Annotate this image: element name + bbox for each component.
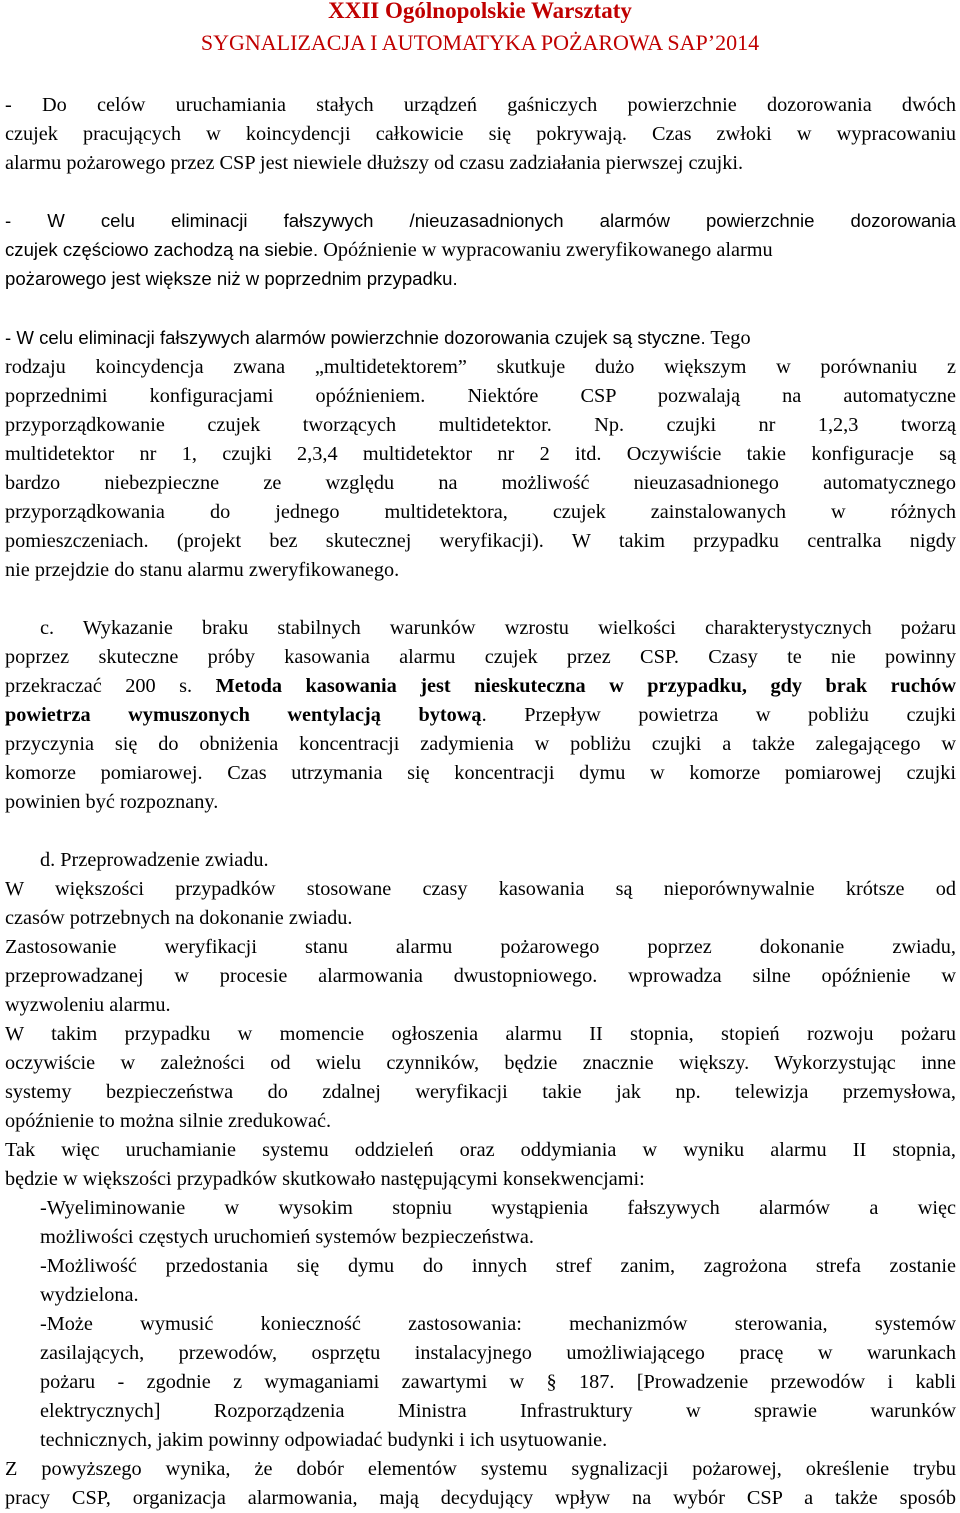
text-line: Tak więc uruchamianie systemu oddzieleń oraz oddymiania w wyniku alarmu II stopnia, — [5, 1139, 956, 1161]
text-line: nie przejdzie do stanu alarmu zweryfikowanego. — [5, 559, 400, 581]
text-line: alarmu pożarowego przez CSP jest niewiele dłuższy od czasu zadziałania pierwszej czujki. — [5, 152, 744, 174]
text-line: przyczynia się do obniżenia koncentracji zadymienia w pobliżu czujki a także zalegającego w — [5, 733, 956, 755]
text-span: przekraczać 200 s. — [5, 675, 216, 697]
text-line: oczywiście w zależności od wielu czynników, będzie znacznie większy. Wykorzystując inne — [5, 1052, 956, 1074]
text-line — [5, 672, 956, 700]
text-line: - Do celów uruchamiania stałych urządzeń gaśniczych powierzchnie dozorowania dwóch — [5, 94, 956, 116]
section-heading: d. Przeprowadzenie zwiadu. — [40, 849, 269, 871]
text-line: rodzaju koincydencja zwana „multidetektorem” skutkuje dużo większym w porównaniu z — [5, 356, 956, 378]
text-line: systemy bezpieczeństwa do zdalnej weryfikacji takie jak np. telewizja przemysłowa, — [5, 1081, 956, 1103]
list-item-cont: zasilających, przewodów, osprzętu instalacyjnego umożliwiającego pracę w warunkach — [40, 1342, 956, 1364]
text-line: czasów potrzebnych na dokonanie zwiadu. — [5, 907, 353, 929]
list-item-cont: elektrycznych] Rozporządzenia Ministra Infrastruktury w sprawie warunków — [40, 1400, 956, 1422]
text-line: przyporządkowanie czujek tworzących multidetektor. Np. czujki nr 1,2,3 tworzą — [5, 414, 956, 436]
text-line: bardzo niebezpieczne ze względu na możliwość nieuzasadnionego automatycznego — [5, 472, 956, 494]
text-line: będzie w większości przypadków skutkowało następującymi konsekwencjami: — [5, 1168, 645, 1190]
header-subtitle: SYGNALIZACJA I AUTOMATYKA POŻAROWA SAP’2014 — [200, 30, 760, 55]
text-span: Tego — [705, 327, 751, 349]
text-line: multidetektor nr 1, czujki 2,3,4 multidetektor nr 2 itd. Oczywiście takie konfiguracje są — [5, 443, 956, 465]
text-line: W takim przypadku w momencie ogłoszenia alarmu II stopnia, stopień rozwoju pożaru — [5, 1023, 956, 1045]
text-line: Zastosowanie weryfikacji stanu alarmu pożarowego poprzez dokonanie zwiadu, — [5, 936, 956, 958]
list-item: -Możliwość przedostania się dymu do innych stref zanim, zagrożona strefa zostanie — [40, 1255, 956, 1277]
text-span: Opóźnienie w wypracowaniu zweryfikowanego alarmu — [318, 239, 773, 261]
text-line: opóźnienie to można silnie zredukować. — [5, 1110, 332, 1132]
text-line — [5, 324, 956, 352]
text-line: przyporządkowania do jednego multidetektora, czujek zainstalowanych w różnych — [5, 501, 956, 523]
bold-text: Metoda kasowania jest nieskuteczna w przypadku, gdy brak ruchów — [215, 675, 956, 697]
list-item: -Może wymusić konieczność zastosowania: mechanizmów sterowania, systemów — [40, 1313, 956, 1335]
text-span: czujek częściowo zachodzą na siebie. — [5, 239, 319, 260]
text-span: - W celu eliminacji fałszywych alarmów powierzchnie dozorowania czujek są styczne. — [5, 327, 706, 348]
list-item-cont: pożaru - zgodnie z wymaganiami zawartymi w § 187. [Prowadzenie przewodów i kabli — [40, 1371, 956, 1393]
text-line: poprzednimi konfiguracjami opóźnieniem. Niektóre CSP pozwalają na automatyczne — [5, 385, 956, 407]
text-line: Z powyższego wynika, że dobór elementów systemu sygnalizacji pożarowej, określenie trybu — [5, 1458, 956, 1480]
text-line: W większości przypadków stosowane czasy kasowania są nieporównywalnie krótsze od — [5, 878, 956, 900]
text-line: czujek pracujących w koincydencji całkowicie się pokrywają. Czas zwłoki w wypracowaniu — [5, 123, 956, 145]
list-item-cont: wydzielona. — [40, 1284, 139, 1306]
text-line — [5, 701, 956, 729]
text-line: komorze pomiarowej. Czas utrzymania się koncentracji dymu w komorze pomiarowej czujki — [5, 762, 956, 784]
text-line: pomieszczeniach. (projekt bez skutecznej weryfikacji). W takim przypadku centralka nigdy — [5, 530, 956, 552]
text-line: powinien być rozpoznany. — [5, 791, 219, 813]
bold-text: powietrza wymuszonych wentylacją bytową — [5, 704, 482, 726]
text-line: pracy CSP, organizacja alarmowania, mają decydujący wpływ na wybór CSP a także sposób — [5, 1487, 956, 1509]
text-span: . Przepływ powietrza w pobliżu czujki — [481, 704, 956, 726]
text-line: wyzwoleniu alarmu. — [5, 994, 171, 1016]
header-title: XXII Ogólnopolskie Warsztaty — [328, 0, 632, 23]
text-line: poprzez skuteczne próby kasowania alarmu czujek przez CSP. Czasy te nie powinny — [5, 646, 956, 668]
text-line — [5, 236, 956, 264]
text-line: przeprowadzanej w procesie alarmowania dwustopniowego. wprowadza silne opóźnienie w — [5, 965, 956, 987]
text-line: c. Wykazanie braku stabilnych warunków wzrostu wielkości charakterystycznych pożaru — [40, 617, 956, 639]
list-item-cont: technicznych, jakim powinny odpowiadać budynki i ich usytuowanie. — [40, 1429, 608, 1451]
list-item-cont: możliwości częstych uruchomień systemów bezpieczeństwa. — [40, 1226, 534, 1248]
text-line: - W celu eliminacji fałszywych /nieuzasadnionych alarmów powierzchnie dozorowania — [5, 210, 956, 231]
text-line: pożarowego jest większe niż w poprzednim przypadku. — [5, 268, 458, 289]
list-item: -Wyeliminowanie w wysokim stopniu wystąpienia fałszywych alarmów a więc — [40, 1197, 956, 1219]
